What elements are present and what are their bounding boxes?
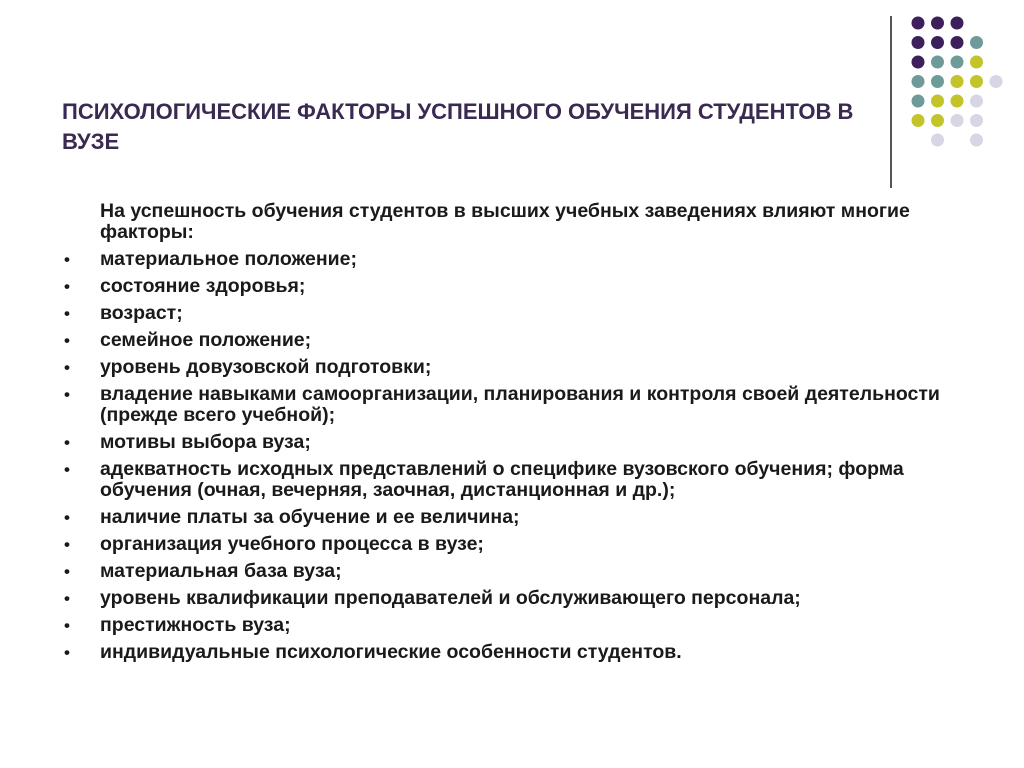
slide-body (64, 201, 964, 669)
decorative-dot (931, 56, 944, 69)
bullet-icon: • (64, 460, 70, 479)
bullet-icon: • (64, 616, 70, 635)
list-item (64, 357, 964, 378)
list-item (64, 330, 964, 351)
list-item-text: владение навыками самоорганизации, планирования и контроля своей деятельности (прежде всего учебной); (100, 383, 940, 426)
list-item (64, 561, 964, 582)
list-item (64, 276, 964, 297)
decorative-dot (951, 17, 964, 30)
decorative-dot (951, 95, 964, 108)
list-item-text: престижность вуза; (100, 614, 291, 636)
decorative-dot (970, 75, 983, 88)
list-item-text: уровень квалификации преподавателей и обслуживающего персонала; (100, 587, 801, 609)
decorative-dot (931, 75, 944, 88)
bullet-icon: • (64, 562, 70, 581)
list-item (64, 384, 964, 426)
decorative-dot (912, 36, 925, 49)
list-item-text: организация учебного процесса в вузе; (100, 533, 484, 555)
list-item-text: уровень довузовской подготовки; (100, 356, 432, 378)
decorative-dot (931, 95, 944, 108)
bullet-icon: • (64, 385, 70, 404)
list-item-text: индивидуальные психологические особенности студентов. (100, 641, 682, 663)
list-item-text: материальная база вуза; (100, 560, 342, 582)
decorative-dot (970, 56, 983, 69)
decorative-dot (931, 36, 944, 49)
list-item (64, 432, 964, 453)
decorative-dot (912, 17, 925, 30)
bullet-icon: • (64, 535, 70, 554)
list-item (64, 303, 964, 324)
list-item (64, 534, 964, 555)
decorative-dot (970, 95, 983, 108)
decorative-dot (951, 75, 964, 88)
list-item-text: материальное положение; (100, 248, 357, 270)
list-item-text: состояние здоровья; (100, 275, 306, 297)
decorative-dot (912, 114, 925, 127)
slide-title: ПСИХОЛОГИЧЕСКИЕ ФАКТОРЫ УСПЕШНОГО ОБУЧЕНИЯ СТУДЕНТОВ В ВУЗЕ (62, 99, 854, 154)
decorative-dot (951, 36, 964, 49)
list-item (64, 459, 964, 501)
decorative-dot (931, 114, 944, 127)
decorative-dot (912, 56, 925, 69)
list-item-text: наличие платы за обучение и ее величина; (100, 506, 520, 528)
bullet-icon: • (64, 433, 70, 452)
list-item-text: возраст; (100, 302, 183, 324)
decorative-dot (970, 114, 983, 127)
list-item-text: мотивы выбора вуза; (100, 431, 311, 453)
decorative-dot (951, 56, 964, 69)
bullet-icon: • (64, 508, 70, 527)
bullet-icon: • (64, 277, 70, 296)
list-item (64, 615, 964, 636)
decorative-dot (970, 134, 983, 147)
bullet-icon: • (64, 589, 70, 608)
list-item (64, 642, 964, 663)
decorative-dot (931, 17, 944, 30)
list-item (64, 249, 964, 270)
bullet-icon: • (64, 250, 70, 269)
decorative-dot (912, 95, 925, 108)
decorative-dot (912, 75, 925, 88)
decorative-dot (970, 36, 983, 49)
list-item (64, 507, 964, 528)
factors-list (64, 249, 964, 663)
list-item-text: семейное положение; (100, 329, 312, 351)
bullet-icon: • (64, 358, 70, 377)
decorative-dot (931, 134, 944, 147)
decorative-dot (990, 75, 1003, 88)
bullet-icon: • (64, 331, 70, 350)
bullet-icon: • (64, 643, 70, 662)
list-item (64, 588, 964, 609)
decorative-dot (951, 114, 964, 127)
list-item-text: адекватность исходных представлений о специфике вузовского обучения; форма обучения (очная, вечерняя, заочная, дистанционная и др.); (100, 458, 904, 501)
intro-text: На успешность обучения студентов в высших учебных заведениях влияют многие факторы: (100, 200, 910, 243)
bullet-icon: • (64, 304, 70, 323)
